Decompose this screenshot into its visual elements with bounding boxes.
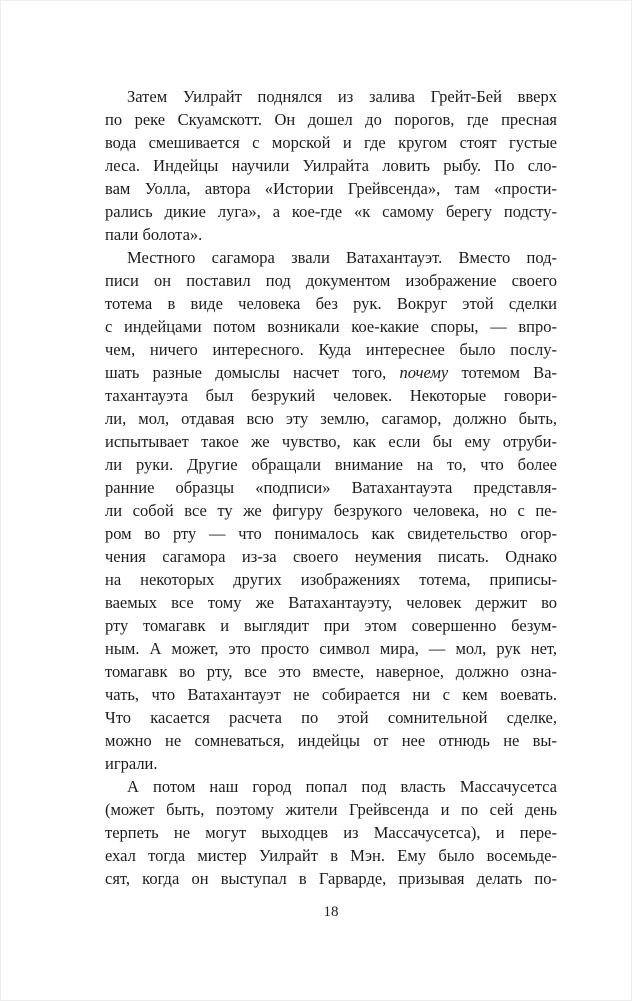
text-line	[105, 706, 557, 729]
text-segment: Местного сагамора звали Ватахантауэт. Вместо под-	[127, 248, 557, 267]
text-line	[105, 591, 557, 614]
text-segment: сят, когда он выступал в Гарварде, призывая делать по-	[105, 869, 557, 888]
text-line	[105, 476, 557, 499]
text-segment: на некоторых других изображениях тотема, приписы-	[105, 570, 557, 589]
text-line	[105, 522, 557, 545]
paragraph	[105, 85, 557, 246]
text-segment: леса. Индейцы научили Уилрайта ловить рыбу. По сло-	[105, 156, 557, 175]
text-line	[105, 614, 557, 637]
text-segment: А потом наш город попал под власть Массачусетса	[127, 777, 557, 796]
text-segment: тотемом Ва-	[448, 363, 558, 382]
text-block	[105, 85, 557, 890]
text-line	[105, 752, 557, 775]
text-line	[105, 131, 557, 154]
text-line	[105, 683, 557, 706]
text-line	[105, 338, 557, 361]
text-segment: можно не сомневаться, индейцы от нее отнюдь не вы-	[105, 731, 557, 750]
text-segment: по реке Скуамскотт. Он дошел до порогов, где пресная	[105, 110, 557, 129]
text-segment: Затем Уилрайт поднялся из залива Грейт-Бей вверх	[127, 87, 557, 106]
text-line	[105, 315, 557, 338]
text-line	[105, 453, 557, 476]
text-line	[105, 246, 557, 269]
text-segment: вам Уолла, автора «Истории Грейвсенда», там «прости-	[105, 179, 557, 198]
emphasized-text: почему	[399, 363, 449, 382]
text-segment: играли.	[105, 754, 158, 773]
text-segment: ром во рту — что понималось как свидетельство огор-	[105, 524, 557, 543]
text-segment: рту томагавк и выглядит при этом совершенно безум-	[105, 616, 557, 635]
text-segment: рались дикие луга», а кое-где «к самому берегу подсту-	[105, 202, 557, 221]
text-line	[105, 407, 557, 430]
text-segment: тахантауэта был безрукий человек. Некоторые говори-	[105, 386, 557, 405]
paragraph	[105, 775, 557, 890]
text-line	[105, 200, 557, 223]
text-line	[105, 729, 557, 752]
text-line	[105, 499, 557, 522]
paragraph	[105, 246, 557, 775]
text-segment: ехал тогда мистер Уилрайт в Мэн. Ему было восемьде-	[105, 846, 557, 865]
text-line	[105, 545, 557, 568]
text-line	[105, 154, 557, 177]
text-segment: с индейцами потом возникали кое-какие споры, — впро-	[105, 317, 557, 336]
text-segment: чать, что Ватахантауэт не собирается ни с кем воевать.	[105, 685, 557, 704]
text-line	[105, 844, 557, 867]
text-segment: терпеть не могут выходцев из Массачусетса), и пере-	[105, 823, 557, 842]
text-segment: Что касается расчета по этой сомнительной сделке,	[105, 708, 557, 727]
text-line	[105, 361, 557, 384]
page-number: 18	[323, 904, 339, 920]
text-line	[105, 85, 557, 108]
text-line	[105, 798, 557, 821]
text-line	[105, 177, 557, 200]
text-line	[105, 430, 557, 453]
text-line	[105, 568, 557, 591]
text-line	[105, 292, 557, 315]
text-line	[105, 660, 557, 683]
text-segment: ли руки. Другие обращали внимание на то, что более	[105, 455, 557, 474]
text-segment: ным. А может, это просто символ мира, — мол, рук нет,	[105, 639, 557, 658]
text-line	[105, 108, 557, 131]
text-line	[105, 223, 557, 246]
text-line	[105, 775, 557, 798]
text-segment: ли собой все ту же фигуру безрукого человека, но с пе-	[105, 501, 557, 520]
text-line	[105, 384, 557, 407]
text-line	[105, 867, 557, 890]
text-segment: шать разные домыслы насчет того,	[105, 363, 400, 382]
text-line	[105, 821, 557, 844]
text-segment: томагавк во рту, все это вместе, наверное, должно озна-	[105, 662, 557, 681]
text-segment: (может быть, поэтому жители Грейвсенда и по сей день	[105, 800, 557, 819]
text-segment: тотема в виде человека без рук. Вокруг этой сделки	[105, 294, 557, 313]
text-segment: ранние образцы «подписи» Ватахантауэта представля-	[105, 478, 557, 497]
text-segment: ли, мол, отдавая всю эту землю, сагамор, должно быть,	[105, 409, 557, 428]
text-segment: ваемых все тому же Ватахантауэту, человек держит во	[105, 593, 557, 612]
text-line	[105, 637, 557, 660]
text-segment: вода смешивается с морской и где кругом стоят густые	[105, 133, 557, 152]
text-segment: пали болота».	[105, 225, 203, 244]
text-segment: испытывает такое же чувство, как если бы ему отруби-	[105, 432, 557, 451]
text-segment: писи он поставил под документом изображение своего	[105, 271, 557, 290]
text-segment: чем, ничего интересного. Куда интереснее было послу-	[105, 340, 557, 359]
text-segment: чения сагамора из-за своего неумения писать. Однако	[105, 547, 557, 566]
text-line	[105, 269, 557, 292]
